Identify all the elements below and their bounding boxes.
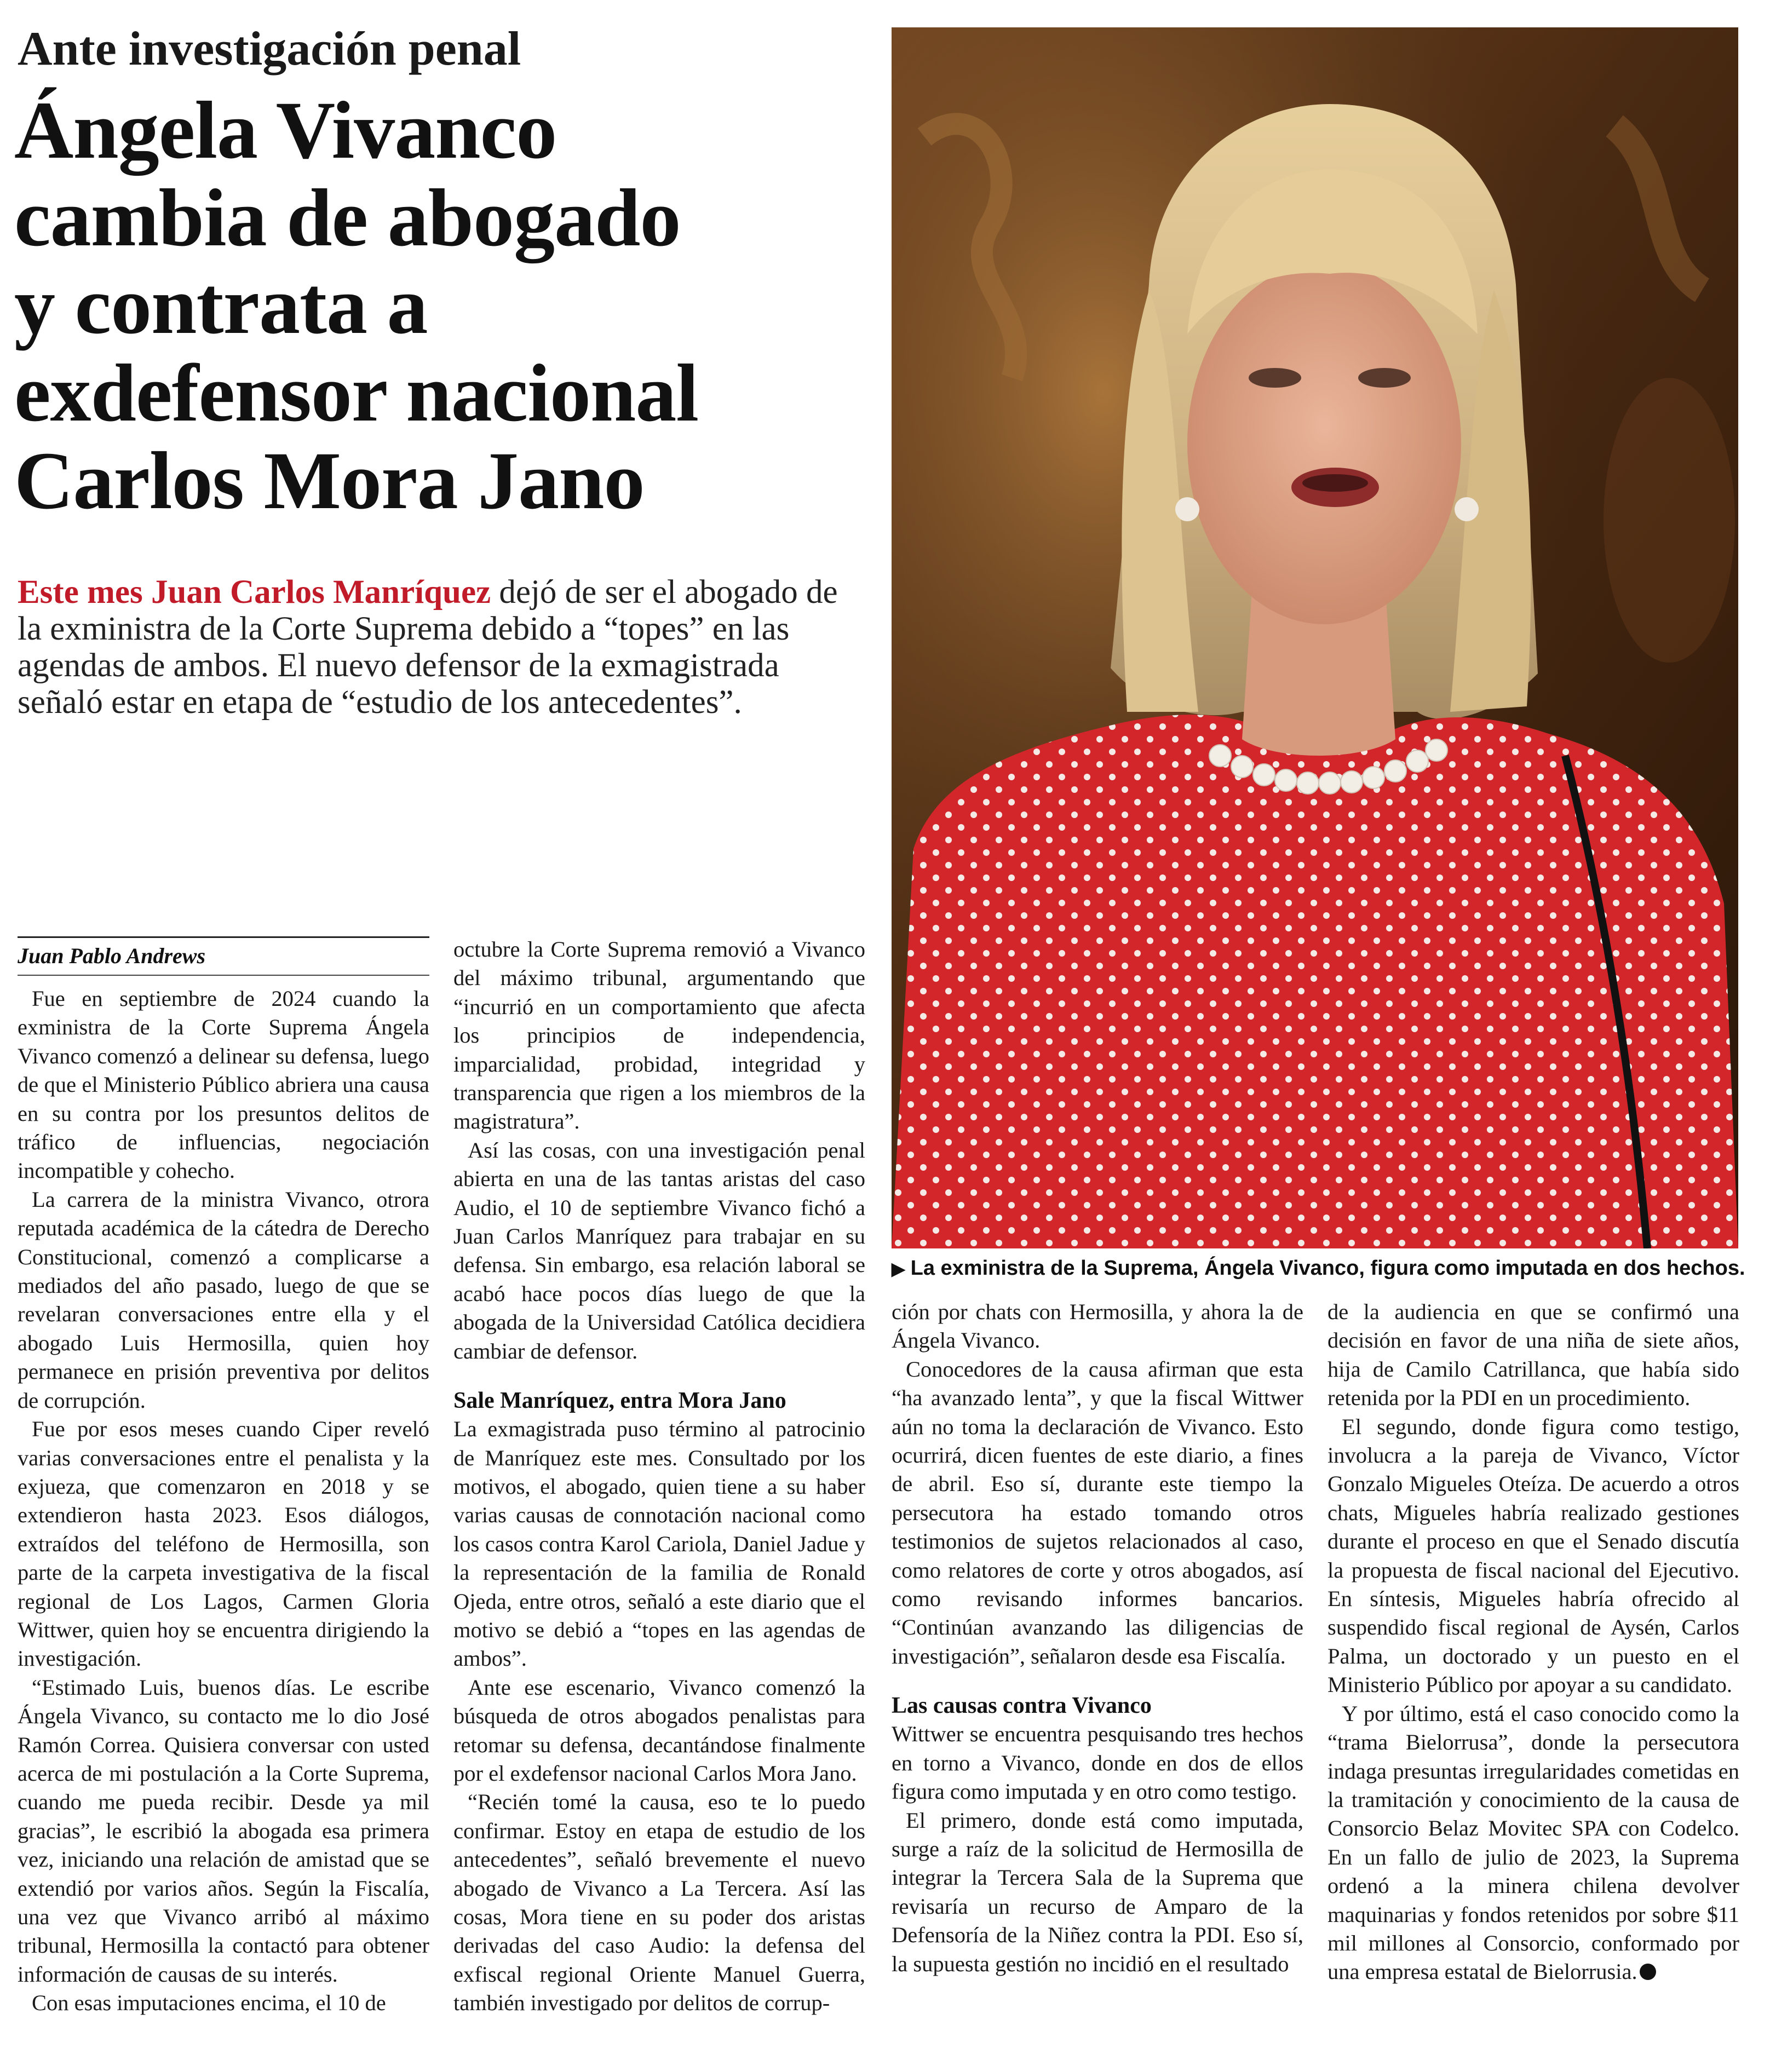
byline-rule-bottom [18, 975, 429, 976]
portrait-illustration [892, 27, 1738, 1248]
lead-text: dejó de ser el abogado de la exministra de la Corte Suprema debido a “topes” en las agendas de ambos. El nuevo defensor de la exmagistrada señaló estar en etapa de “estudio de los antecedentes”. [18, 574, 838, 721]
headline-line: y contrata a [14, 260, 428, 351]
body-column-1 [18, 985, 429, 2018]
body-paragraph: El primero, donde está como imputada, surge a raíz de la solicitud de Hermosilla de integrar la Tercera Sala de la Suprema que revisaría un recurso de Amparo de la Defensoría de la Niñez contra la PDI. Eso sí, la supuesta gestión no incidió en el resultado [892, 1808, 1303, 1976]
subhead: Sale Manríquez, entra Mora Jano [453, 1388, 786, 1414]
body-paragraph: ción por chats con Hermosilla, y ahora la de Ángela Vivanco. [892, 1299, 1303, 1353]
body-column-2 [453, 935, 865, 2018]
byline: Juan Pablo Andrews [18, 943, 206, 968]
portrait-photo [892, 27, 1738, 1248]
headline [14, 87, 885, 525]
headline-line: exdefensor nacional [14, 348, 699, 439]
headline-line: Carlos Mora Jano [14, 435, 645, 526]
caption-triangle-icon: ▶ [892, 1259, 905, 1279]
body-paragraph: “Recién tomé la causa, eso te lo puedo confirmar. Estoy en etapa de estudio de los antecedentes”, señaló brevemente el nuevo abogado de Vivanco a La Tercera. Así las cosas, Mora tiene en su poder dos aristas derivadas del caso Audio: la defensa del exfiscal regional Oriente Manuel Guerra, también investigado por delitos de corrup- [453, 1789, 865, 2016]
body-paragraph: El segundo, donde figura como testigo, involucra a la pareja de Vivanco, Víctor Gonzalo Migueles Oteíza. De acuerdo a otros chats, Migueles habría realizado gestiones durante el proceso en que el Senado discutía la propuesta de fiscal nacional del Ejecutivo. En síntesis, Migueles habría ofrecido al suspendido fiscal regional de Aysén, Carlos Palma, un doctorado y un puesto en el Ministerio Público por apoyar a su candidato. [1328, 1414, 1739, 1697]
subhead: Las causas contra Vivanco [892, 1693, 1152, 1719]
headline-line: Ángela Vivanco [14, 85, 557, 176]
body-paragraph: Con esas imputaciones encima, el 10 de [32, 1990, 386, 2016]
caption-text: La exministra de la Suprema, Ángela Vivanco, figura como imputada en dos hechos. [910, 1257, 1745, 1280]
body-paragraph: Fue en septiembre de 2024 cuando la exministra de la Corte Suprema Ángela Vivanco comenzó a delinear su defensa, luego de que el Ministerio Público abriera una causa en su contra por los presuntos delitos de tráfico de influencias, negociación incompatible y cohecho. [18, 986, 429, 1183]
body-paragraph: de la audiencia en que se confirmó una decisión en favor de una niña de siete años, hija de Camilo Catrillanca, que había sido retenida por la PDI en un procedimiento. [1328, 1299, 1739, 1411]
body-paragraph: La exmagistrada puso término al patrocinio de Manríquez este mes. Consultado por los motivos, el abogado, quien tiene a su haber varias causas de connotación nacional como los casos contra Karol Cariola, Daniel Jadue y la representación de la familia de Ronald Ojeda, entre otros, señaló a este diario que el motivo se debió a “topes en las agendas de ambos”. [453, 1417, 865, 1671]
body-paragraph-text: Y por último, está el caso conocido como la “trama Bielorrusa”, donde la persecutora indaga presuntas irregularidades cometidas en la tramitación y conocimiento de la causa de Consorcio Belaz Movitec SPA con Codelco. En un fallo de julio de 2023, la Suprema ordenó a la minera chilena devolver maquinarias y fondos retenidos por sobre $11 mil millones al Consorcio, conformado por una empresa estatal de Bielorrusia. [1328, 1701, 1739, 1984]
body-paragraph: Así las cosas, con una investigación penal abierta en una de las tantas aristas del caso Audio, el 10 de septiembre Vivanco fichó a Juan Carlos Manríquez para trabajar en su defensa. Sin embargo, esa relación laboral se acabó hace pocos días luego de que la abogada de la Universidad Católica decidiera cambiar de defensor. [453, 1137, 865, 1363]
byline-rule-top [18, 936, 429, 938]
lead-paragraph [18, 574, 861, 721]
body-paragraph: “Estimado Luis, buenos días. Le escribe Ángela Vivanco, su contacto me lo dio José Ramón Correa. Quisiera conversar con usted acerca de mi postulación a la Corte Suprema, cuando me pueda recibir. Desde ya mil gracias”, le escribió la abogada esa primera vez, iniciando una relación de amistad que se extendió por varios años. Según la Fiscalía, una vez que Vivanco arribó al máximo tribunal, Hermosilla la contactó para obtener información de causas de su interés. [18, 1674, 429, 1987]
body-paragraph: Conocedores de la causa afirman que esta “ha avanzado lenta”, y que la fiscal Wittwer aún no toma la declaración de Vivanco. Esto ocurrirá, dicen fuentes de este diario, a fines de abril. Eso sí, durante este tiempo la persecutora ha estado tomando otros testimonios de sujetos relacionados al caso, como relatores de corte y otros abogados, así como revisando informes bancarios. “Continúan avanzando las diligencias de investigación”, señalaron desde esa Fiscalía. [892, 1356, 1303, 1668]
kicker: Ante investigación penal [18, 22, 521, 76]
body-paragraph: La carrera de la ministra Vivanco, otrora reputada académica de la cátedra de Derecho Constitucional, comenzó a complicarse a mediados del año pasado, luego de que se revelaran conversaciones entre ella y el abogado Luis Hermosilla, quien hoy permanece en prisión preventiva por delitos de corrupción. [18, 1187, 429, 1413]
photo-caption [892, 1255, 1746, 1282]
end-mark-icon [1640, 1964, 1656, 1980]
body-column-4 [1328, 1298, 1739, 1987]
body-paragraph: octubre la Corte Suprema removió a Vivanco del máximo tribunal, argumentando que “incurrió en un comportamiento que afecta los principios de independencia, imparcialidad, probidad, integridad y transparencia que rigen a los miembros de la magistratura”. [453, 937, 865, 1134]
lead-highlight: Este mes Juan Carlos Manríquez [18, 574, 491, 611]
headline-line: cambia de abogado [14, 172, 681, 263]
body-column-3 [892, 1298, 1303, 1978]
body-paragraph [1328, 1700, 1739, 1987]
body-paragraph: Ante ese escenario, Vivanco comenzó la búsqueda de otros abogados penalistas para retomar su defensa, decantándose finalmente por el exdefensor nacional Carlos Mora Jano. [453, 1674, 865, 1786]
body-paragraph: Fue por esos meses cuando Ciper reveló varias conversaciones entre el penalista y la exjueza, que comenzaron en 2018 y se extendieron hasta 2023. Esos diálogos, extraídos del teléfono de Hermosilla, son parte de la carpeta investigativa de la fiscal regional de Los Lagos, Carmen Gloria Wittwer, quien hoy se encuentra dirigiendo la investigación. [18, 1417, 429, 1671]
body-paragraph: Wittwer se encuentra pesquisando tres hechos en torno a Vivanco, donde en dos de ellos figura como imputada y en otro como testigo. [892, 1722, 1303, 1804]
